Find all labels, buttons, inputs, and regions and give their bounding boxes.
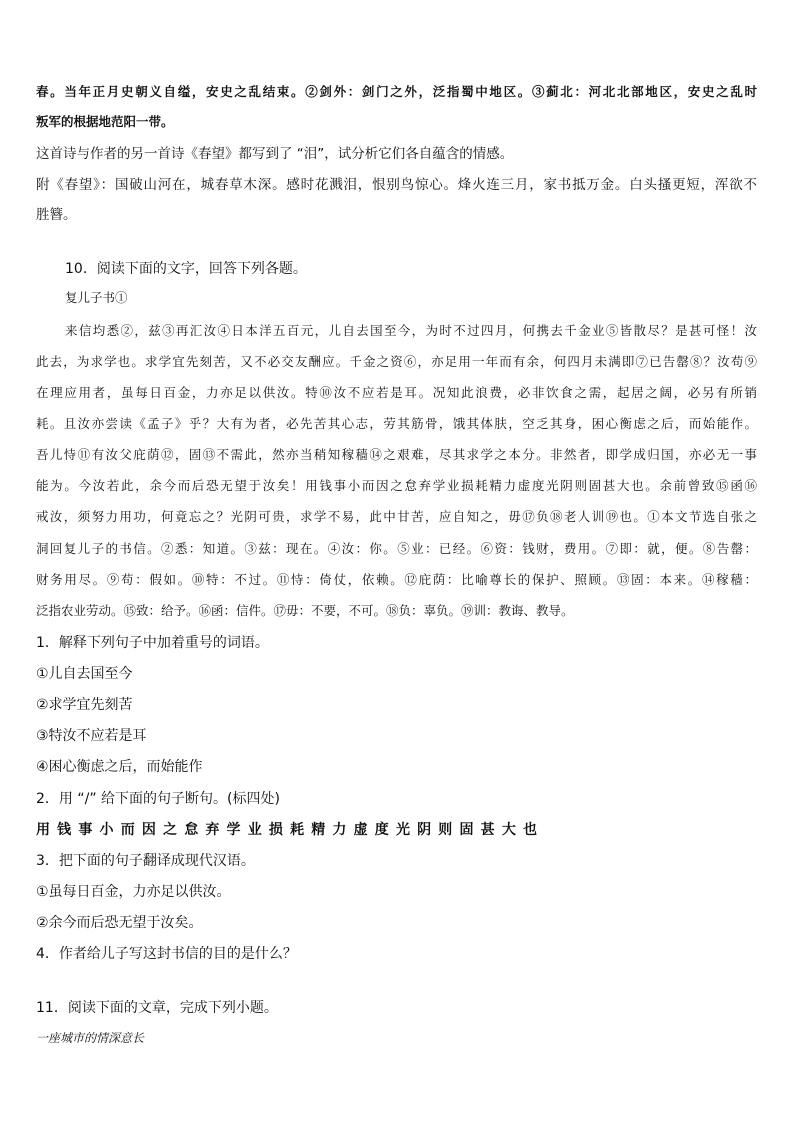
- note-line: 春。当年正月史朝义自缢，安史之乱结束。②剑外：剑门之外，泛指蜀中地区。③蓟北：河北北部地区，安史之乱时: [36, 84, 757, 99]
- passage-line: 能为。今汝若此，余今而后恐无望于汝矣！用钱事小而因之怠弃学业损耗精力虚度光阴则固甚大也。余前曾致⑮函⑯: [36, 478, 757, 493]
- passage-line: 戒汝，须努力用功，何竟忘之？光阴可贵，求学不易，此中甘苦，应自知之，毋⑰负⑱老人训⑲也。①本文节选自张之: [36, 509, 757, 524]
- question-prompt: 这首诗与作者的另一首诗《春望》都写到了 “泪”，试分析它们各自蕴含的情感。: [36, 146, 514, 162]
- question-item: ②余今而后恐无望于汝矣。: [36, 915, 203, 931]
- question-text: 2．用 “/” 给下面的句子断句。(标四处): [36, 791, 280, 807]
- question-item: ④困心衡虑之后，而始能作: [36, 759, 203, 775]
- punctuation-sentence: 用 钱 事 小 而 因 之 怠 弃 学 业 损 耗 精 力 虚 度 光 阴 则 固 甚 大 也: [36, 822, 537, 838]
- passage-line: 耗。且汝亦尝读《孟子》乎？大有为者，必先苦其心志，劳其筋骨，饿其体肤，空乏其身，困心衡虑之后，而始能作。: [36, 416, 757, 431]
- passage-footnote-line: 泛指农业劳动。⑮致：给予。⑯函：信件。⑰毋：不要，不可。⑱负：辜负。⑲训：教诲、教导。: [36, 603, 574, 618]
- section-heading: 10．阅读下面的文字，回答下列各题。: [65, 261, 307, 277]
- section-heading: 11．阅读下面的文章，完成下列小题。: [36, 1000, 278, 1016]
- question-text: 3．把下面的句子翻译成现代汉语。: [36, 853, 255, 869]
- article-title: 一座城市的情深意长: [36, 1031, 145, 1045]
- question-text: 1．解释下列句子中加着重号的词语。: [36, 635, 269, 651]
- question-text: 4．作者给儿子写这封书信的目的是什么？: [36, 946, 297, 962]
- note-line: 叛军的根据地范阳一带。: [36, 114, 174, 129]
- passage-title: 复儿子书①: [65, 290, 128, 305]
- passage-footnote-line: 洞回复儿子的书信。②悉：知道。③兹：现在。④汝：你。⑤业：已经。⑥资：钱财，费用。⑦即：就，便。⑧告罄：: [36, 541, 757, 556]
- passage-line: 此去，为求学也。求学宜先刻苦，又不必交友酬应。千金之资⑥，亦足用一年而有余，何四月未满即⑦已告罄⑧？汝苟⑨: [36, 354, 757, 369]
- passage-line: 在理应用者，虽每日百金，力亦足以供汝。特⑩汝不应若是耳。况知此浪费，必非饮食之需，起居之阔，必另有所销: [36, 385, 757, 400]
- passage-line: 吾儿恃⑪有汝父庇荫⑫，固⑬不需此，然亦当稍知稼穑⑭之艰难，尽其求学之本分。非然者，即学成归国，亦必无一事: [36, 447, 757, 462]
- passage-footnote-line: 财务用尽。⑨苟：假如。⑩特：不过。⑪恃：倚仗，依赖。⑫庇荫：比喻尊长的保护、照顾。⑬固：本来。⑭稼穑：: [36, 572, 757, 587]
- question-item: ②求学宜先刻苦: [36, 697, 133, 713]
- question-item: ①虽每日百金，力亦足以供汝。: [36, 884, 231, 900]
- question-item: ③特汝不应若是耳: [36, 728, 147, 744]
- appendix-line: 附《春望》：国破山河在，城春草木深。感时花溅泪，恨别鸟惊心。烽火连三月，家书抵万金。白头搔更短，浑欲不: [36, 177, 757, 193]
- question-item: ①儿自去国至今: [36, 666, 133, 682]
- passage-line: 来信均悉②，兹③再汇汝④日本洋五百元，儿自去国至今，为时不过四月，何携去千金业⑤皆散尽？是甚可怪！汝: [65, 323, 757, 338]
- appendix-line: 胜簪。: [36, 207, 77, 223]
